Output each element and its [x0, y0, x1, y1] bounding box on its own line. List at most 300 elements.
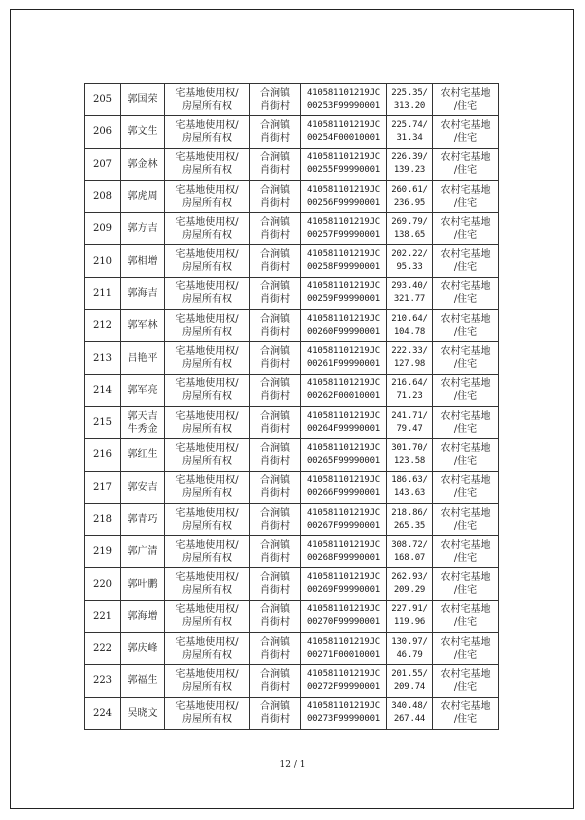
cell-right-type-line: 宅基地使用权/	[175, 313, 239, 325]
cell-owner-name: 郭文生	[121, 116, 165, 148]
cell-usage-line: 农村宅基地	[440, 313, 491, 325]
table-row	[85, 633, 499, 665]
cell-number: 206	[85, 116, 121, 148]
cell-right-type-line: 宅基地使用权/	[175, 346, 239, 358]
cell-number: 222	[85, 633, 121, 665]
cell-area	[387, 471, 433, 503]
cell-area	[387, 633, 433, 665]
cell-certificate-number-line: 410581101219JC	[306, 668, 381, 679]
cell-area-line: 225.35/	[391, 87, 428, 98]
cell-area	[387, 600, 433, 632]
cell-area-line: 71.23	[396, 391, 423, 402]
cell-location-line: 合涧镇	[260, 249, 290, 261]
cell-certificate-number-line: 410581101219JC	[306, 442, 381, 453]
cell-owner-name: 郭海吉	[121, 277, 165, 309]
cell-certificate-number-line: 00264F99990001	[306, 423, 381, 434]
cell-usage-line: 农村宅基地	[440, 184, 491, 196]
cell-location	[250, 406, 301, 438]
cell-location-line: 肖街村	[260, 423, 290, 435]
cell-usage-line: /住宅	[453, 520, 478, 532]
cell-owner-name	[121, 406, 165, 438]
cell-location-line: 合涧镇	[260, 539, 290, 551]
property-rights-table	[84, 83, 499, 730]
cell-right-type	[165, 471, 250, 503]
cell-usage-line: 农村宅基地	[440, 604, 491, 616]
cell-owner-name-line: 牛秀金	[127, 423, 158, 435]
cell-owner-name: 郭金林	[121, 148, 165, 180]
cell-area-line: 321.77	[393, 294, 426, 305]
cell-right-type-line: 宅基地使用权/	[175, 701, 239, 713]
cell-certificate-number-line: 410581101219JC	[306, 636, 381, 647]
cell-area	[387, 439, 433, 471]
cell-right-type-line: 房屋所有权	[182, 359, 232, 371]
cell-number: 208	[85, 180, 121, 212]
cell-number: 205	[85, 84, 121, 116]
cell-number: 223	[85, 665, 121, 697]
cell-location	[250, 116, 301, 148]
cell-location	[250, 633, 301, 665]
cell-usage	[433, 406, 499, 438]
table-row	[85, 536, 499, 568]
cell-area	[387, 697, 433, 729]
cell-area-line: 46.79	[396, 649, 423, 660]
cell-usage	[433, 439, 499, 471]
cell-area-line: 104.78	[393, 326, 426, 337]
cell-certificate-number-line: 00265F99990001	[306, 455, 381, 466]
cell-right-type-line: 宅基地使用权/	[175, 442, 239, 454]
cell-location	[250, 213, 301, 245]
cell-owner-name: 郭安吉	[121, 471, 165, 503]
cell-certificate-number	[301, 600, 387, 632]
cell-right-type-line: 宅基地使用权/	[175, 87, 239, 99]
cell-right-type-line: 房屋所有权	[182, 262, 232, 274]
cell-number: 210	[85, 245, 121, 277]
cell-certificate-number-line: 00257F99990001	[306, 229, 381, 240]
cell-usage-line: /住宅	[453, 552, 478, 564]
cell-usage	[433, 374, 499, 406]
cell-right-type-line: 房屋所有权	[182, 520, 232, 532]
table-row	[85, 213, 499, 245]
cell-usage-line: /住宅	[453, 229, 478, 241]
property-rights-table-wrap	[84, 83, 499, 730]
cell-certificate-number-line: 410581101219JC	[306, 249, 381, 260]
table-row	[85, 568, 499, 600]
cell-certificate-number-line: 410581101219JC	[306, 216, 381, 227]
cell-location-line: 肖街村	[260, 552, 290, 564]
cell-area	[387, 245, 433, 277]
cell-usage-line: /住宅	[453, 488, 478, 500]
cell-usage-line: /住宅	[453, 294, 478, 306]
table-row	[85, 116, 499, 148]
cell-usage-line: 农村宅基地	[440, 668, 491, 680]
cell-right-type-line: 宅基地使用权/	[175, 636, 239, 648]
cell-usage-line: 农村宅基地	[440, 539, 491, 551]
cell-right-type-line: 宅基地使用权/	[175, 668, 239, 680]
cell-certificate-number	[301, 503, 387, 535]
cell-certificate-number	[301, 148, 387, 180]
table-row	[85, 84, 499, 116]
cell-right-type	[165, 310, 250, 342]
cell-right-type-line: 房屋所有权	[182, 326, 232, 338]
cell-location-line: 合涧镇	[260, 184, 290, 196]
cell-area-line: 260.61/	[391, 184, 428, 195]
cell-usage-line: /住宅	[453, 100, 478, 112]
cell-right-type-line: 房屋所有权	[182, 165, 232, 177]
cell-owner-name: 郭军林	[121, 310, 165, 342]
cell-certificate-number	[301, 213, 387, 245]
cell-certificate-number	[301, 439, 387, 471]
cell-location-line: 合涧镇	[260, 507, 290, 519]
cell-certificate-number-line: 00256F99990001	[306, 197, 381, 208]
cell-usage-line: /住宅	[453, 132, 478, 144]
table-row	[85, 310, 499, 342]
cell-right-type-line: 宅基地使用权/	[175, 604, 239, 616]
cell-certificate-number-line: 00272F99990001	[306, 681, 381, 692]
cell-number: 219	[85, 536, 121, 568]
cell-location-line: 肖街村	[260, 229, 290, 241]
cell-location	[250, 471, 301, 503]
cell-right-type	[165, 84, 250, 116]
cell-location	[250, 310, 301, 342]
cell-area-line: 123.58	[393, 455, 426, 466]
table-row	[85, 342, 499, 374]
cell-certificate-number	[301, 310, 387, 342]
cell-right-type-line: 房屋所有权	[182, 229, 232, 241]
cell-usage-line: /住宅	[453, 423, 478, 435]
cell-right-type-line: 房屋所有权	[182, 391, 232, 403]
cell-location-line: 合涧镇	[260, 281, 290, 293]
table-row	[85, 180, 499, 212]
cell-area-line: 241.71/	[391, 410, 428, 421]
cell-location-line: 合涧镇	[260, 701, 290, 713]
cell-usage-line: /住宅	[453, 617, 478, 629]
cell-number: 207	[85, 148, 121, 180]
cell-usage	[433, 213, 499, 245]
cell-area-line: 31.34	[396, 132, 423, 143]
cell-location	[250, 277, 301, 309]
table-row	[85, 471, 499, 503]
cell-right-type-line: 宅基地使用权/	[175, 475, 239, 487]
cell-usage-line: 农村宅基地	[440, 249, 491, 261]
cell-right-type-line: 房屋所有权	[182, 455, 232, 467]
cell-right-type-line: 宅基地使用权/	[175, 119, 239, 131]
cell-certificate-number-line: 00260F99990001	[306, 326, 381, 337]
cell-owner-name-line: 郭天吉	[127, 410, 158, 422]
cell-certificate-number-line: 410581101219JC	[306, 475, 381, 486]
cell-location-line: 合涧镇	[260, 152, 290, 164]
cell-certificate-number	[301, 406, 387, 438]
cell-usage-line: /住宅	[453, 585, 478, 597]
cell-location-line: 合涧镇	[260, 216, 290, 228]
cell-right-type	[165, 633, 250, 665]
cell-location-line: 合涧镇	[260, 668, 290, 680]
cell-certificate-number-line: 00255F99990001	[306, 165, 381, 176]
cell-right-type-line: 宅基地使用权/	[175, 507, 239, 519]
cell-usage	[433, 277, 499, 309]
cell-area	[387, 116, 433, 148]
cell-area-line: 222.33/	[391, 346, 428, 357]
cell-right-type	[165, 148, 250, 180]
table-row	[85, 374, 499, 406]
cell-location-line: 肖街村	[260, 455, 290, 467]
cell-right-type-line: 房屋所有权	[182, 294, 232, 306]
cell-certificate-number	[301, 665, 387, 697]
cell-area-line: 138.65	[393, 229, 426, 240]
table-row	[85, 665, 499, 697]
cell-number: 218	[85, 503, 121, 535]
cell-location-line: 肖街村	[260, 391, 290, 403]
cell-usage-line: 农村宅基地	[440, 701, 491, 713]
cell-area-line: 218.86/	[391, 507, 428, 518]
cell-location-line: 肖街村	[260, 294, 290, 306]
table-row	[85, 406, 499, 438]
cell-usage-line: /住宅	[453, 326, 478, 338]
cell-number: 211	[85, 277, 121, 309]
cell-certificate-number	[301, 374, 387, 406]
cell-location	[250, 342, 301, 374]
cell-area-line: 236.95	[393, 197, 426, 208]
cell-usage	[433, 568, 499, 600]
cell-usage	[433, 600, 499, 632]
cell-area-line: 201.55/	[391, 668, 428, 679]
cell-certificate-number	[301, 84, 387, 116]
cell-certificate-number	[301, 116, 387, 148]
cell-location-line: 肖街村	[260, 520, 290, 532]
cell-certificate-number-line: 410581101219JC	[306, 572, 381, 583]
cell-location-line: 肖街村	[260, 359, 290, 371]
cell-right-type	[165, 406, 250, 438]
cell-right-type-line: 房屋所有权	[182, 714, 232, 726]
cell-usage-line: 农村宅基地	[440, 216, 491, 228]
cell-usage-line: /住宅	[453, 359, 478, 371]
cell-certificate-number	[301, 633, 387, 665]
cell-area-line: 216.64/	[391, 378, 428, 389]
cell-usage	[433, 342, 499, 374]
cell-right-type	[165, 536, 250, 568]
cell-area-line: 210.64/	[391, 313, 428, 324]
cell-location-line: 合涧镇	[260, 572, 290, 584]
cell-area-line: 209.74	[393, 681, 426, 692]
table-row	[85, 600, 499, 632]
cell-right-type	[165, 503, 250, 535]
cell-number: 221	[85, 600, 121, 632]
table-row	[85, 697, 499, 729]
cell-usage-line: 农村宅基地	[440, 378, 491, 390]
cell-number: 217	[85, 471, 121, 503]
cell-usage	[433, 536, 499, 568]
cell-certificate-number	[301, 180, 387, 212]
cell-location-line: 合涧镇	[260, 636, 290, 648]
cell-certificate-number-line: 410581101219JC	[306, 87, 381, 98]
cell-area	[387, 148, 433, 180]
cell-location	[250, 536, 301, 568]
cell-number: 220	[85, 568, 121, 600]
cell-certificate-number-line: 00253F99990001	[306, 100, 381, 111]
table-row	[85, 277, 499, 309]
cell-area	[387, 213, 433, 245]
cell-area-line: 209.29	[393, 585, 426, 596]
cell-owner-name: 郭红生	[121, 439, 165, 471]
cell-location-line: 肖街村	[260, 488, 290, 500]
cell-right-type-line: 房屋所有权	[182, 488, 232, 500]
cell-area	[387, 406, 433, 438]
cell-area	[387, 374, 433, 406]
cell-owner-name: 郭海增	[121, 600, 165, 632]
cell-usage	[433, 116, 499, 148]
cell-usage-line: 农村宅基地	[440, 572, 491, 584]
cell-area-line: 139.23	[393, 165, 426, 176]
cell-location-line: 肖街村	[260, 132, 290, 144]
cell-area	[387, 84, 433, 116]
cell-usage-line: /住宅	[453, 681, 478, 693]
cell-location-line: 合涧镇	[260, 87, 290, 99]
cell-certificate-number-line: 410581101219JC	[306, 152, 381, 163]
cell-location-line: 合涧镇	[260, 378, 290, 390]
cell-certificate-number-line: 410581101219JC	[306, 346, 381, 357]
cell-area-line: 168.07	[393, 552, 426, 563]
cell-usage-line: 农村宅基地	[440, 152, 491, 164]
cell-owner-name: 吕艳平	[121, 342, 165, 374]
cell-area-line: 308.72/	[391, 539, 428, 550]
cell-usage	[433, 310, 499, 342]
cell-area-line: 186.63/	[391, 475, 428, 486]
cell-location-line: 肖街村	[260, 617, 290, 629]
cell-certificate-number-line: 410581101219JC	[306, 281, 381, 292]
cell-location	[250, 245, 301, 277]
cell-location	[250, 374, 301, 406]
cell-area-line: 143.63	[393, 488, 426, 499]
cell-right-type-line: 房屋所有权	[182, 552, 232, 564]
cell-area-line: 265.35	[393, 520, 426, 531]
cell-area-line: 225.74/	[391, 119, 428, 130]
cell-certificate-number-line: 410581101219JC	[306, 378, 381, 389]
cell-certificate-number-line: 00258F99990001	[306, 262, 381, 273]
cell-usage-line: /住宅	[453, 649, 478, 661]
cell-location-line: 肖街村	[260, 681, 290, 693]
cell-certificate-number	[301, 471, 387, 503]
cell-usage	[433, 180, 499, 212]
cell-area	[387, 536, 433, 568]
cell-certificate-number-line: 00254F00010001	[306, 132, 381, 143]
cell-location	[250, 600, 301, 632]
cell-right-type	[165, 277, 250, 309]
cell-usage-line: 农村宅基地	[440, 346, 491, 358]
table-row	[85, 503, 499, 535]
cell-owner-name: 郭国荣	[121, 84, 165, 116]
cell-usage-line: /住宅	[453, 391, 478, 403]
cell-right-type-line: 宅基地使用权/	[175, 249, 239, 261]
cell-location-line: 肖街村	[260, 585, 290, 597]
cell-owner-name: 郭虎周	[121, 180, 165, 212]
cell-number: 216	[85, 439, 121, 471]
cell-area-line: 119.96	[393, 617, 426, 628]
cell-owner-name: 郭广清	[121, 536, 165, 568]
cell-right-type-line: 宅基地使用权/	[175, 152, 239, 164]
cell-owner-name: 郭福生	[121, 665, 165, 697]
cell-right-type	[165, 245, 250, 277]
cell-location-line: 合涧镇	[260, 604, 290, 616]
cell-right-type	[165, 374, 250, 406]
cell-owner-name: 郭叶鹏	[121, 568, 165, 600]
cell-usage-line: /住宅	[453, 197, 478, 209]
cell-location-line: 肖街村	[260, 262, 290, 274]
cell-usage-line: 农村宅基地	[440, 475, 491, 487]
cell-location	[250, 665, 301, 697]
cell-owner-name: 吴晓文	[121, 697, 165, 729]
cell-right-type-line: 房屋所有权	[182, 649, 232, 661]
cell-number: 224	[85, 697, 121, 729]
cell-usage-line: /住宅	[453, 455, 478, 467]
cell-location-line: 肖街村	[260, 197, 290, 209]
cell-area-line: 227.91/	[391, 604, 428, 615]
cell-area-line: 293.40/	[391, 281, 428, 292]
cell-right-type-line: 宅基地使用权/	[175, 281, 239, 293]
cell-location	[250, 180, 301, 212]
cell-owner-name: 郭方吉	[121, 213, 165, 245]
cell-usage	[433, 471, 499, 503]
cell-usage	[433, 665, 499, 697]
cell-location-line: 合涧镇	[260, 119, 290, 131]
cell-right-type	[165, 180, 250, 212]
cell-certificate-number	[301, 697, 387, 729]
cell-certificate-number-line: 00262F00010001	[306, 391, 381, 402]
cell-right-type-line: 房屋所有权	[182, 197, 232, 209]
cell-right-type-line: 宅基地使用权/	[175, 216, 239, 228]
cell-usage-line: 农村宅基地	[440, 281, 491, 293]
cell-right-type-line: 宅基地使用权/	[175, 410, 239, 422]
table-row	[85, 148, 499, 180]
cell-certificate-number-line: 410581101219JC	[306, 184, 381, 195]
cell-location-line: 合涧镇	[260, 475, 290, 487]
cell-usage-line: /住宅	[453, 714, 478, 726]
cell-area-line: 79.47	[396, 423, 423, 434]
cell-area-line: 127.98	[393, 359, 426, 370]
cell-certificate-number-line: 410581101219JC	[306, 539, 381, 550]
cell-usage-line: /住宅	[453, 262, 478, 274]
cell-owner-name: 郭军亮	[121, 374, 165, 406]
cell-certificate-number	[301, 536, 387, 568]
cell-number: 213	[85, 342, 121, 374]
cell-area-line: 340.48/	[391, 701, 428, 712]
cell-usage-line: /住宅	[453, 165, 478, 177]
cell-right-type-line: 宅基地使用权/	[175, 539, 239, 551]
cell-number: 209	[85, 213, 121, 245]
cell-right-type-line: 房屋所有权	[182, 681, 232, 693]
cell-owner-name: 郭庆峰	[121, 633, 165, 665]
cell-usage-line: 农村宅基地	[440, 410, 491, 422]
cell-right-type	[165, 697, 250, 729]
cell-certificate-number-line: 00267F99990001	[306, 520, 381, 531]
cell-usage	[433, 84, 499, 116]
cell-right-type	[165, 342, 250, 374]
cell-number: 215	[85, 406, 121, 438]
cell-certificate-number-line: 410581101219JC	[306, 119, 381, 130]
cell-certificate-number-line: 00268F99990001	[306, 552, 381, 563]
cell-area	[387, 310, 433, 342]
cell-right-type-line: 房屋所有权	[182, 100, 232, 112]
cell-certificate-number	[301, 342, 387, 374]
cell-certificate-number-line: 410581101219JC	[306, 701, 381, 712]
cell-right-type-line: 房屋所有权	[182, 132, 232, 144]
cell-area-line: 95.33	[396, 262, 423, 273]
cell-area	[387, 180, 433, 212]
cell-location-line: 合涧镇	[260, 410, 290, 422]
cell-usage-line: 农村宅基地	[440, 442, 491, 454]
cell-location-line: 肖街村	[260, 649, 290, 661]
table-row	[85, 439, 499, 471]
cell-right-type	[165, 665, 250, 697]
cell-location	[250, 148, 301, 180]
